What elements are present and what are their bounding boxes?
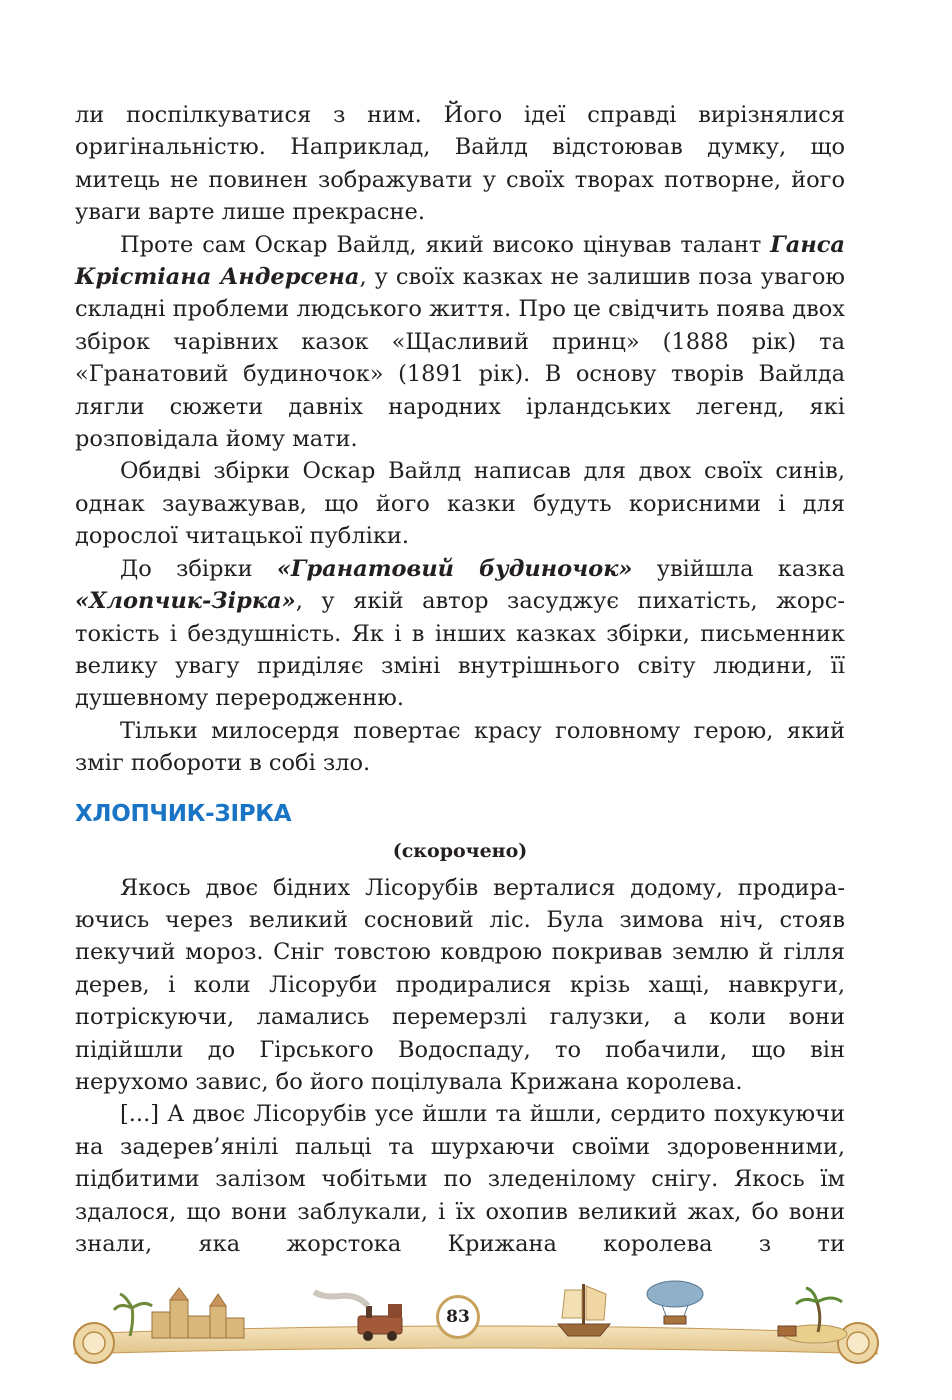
sailing-ship-icon — [558, 1284, 610, 1336]
airship-icon — [647, 1281, 703, 1324]
paragraph-pomegranate — [75, 553, 845, 715]
page-number-badge — [436, 1295, 480, 1339]
paragraph-text: , у своїх казках не залишив поза увагою складні проблеми людського життя. Про це свідчить поява двох збірок чарівних казок «Щасливий принц» (1888 рік) та «Гранатовий будиночок» (1891 рік). В основу творів Вайлда лягли сюжети давніх народних ірландських легенд, які розповідала йому мати. — [75, 264, 845, 453]
palm-tree-icon — [114, 1294, 152, 1336]
story-paragraph-2: [...] А двоє Лісорубів усе йшли та йшли, сердито похукуючи на задерев’янілі пальці та шурхаючи своїми здоровенними, підбитими залізом чобітьми по зледенілому снігу. Якось їм здалося, що вони заблукали, і їх охопив великий жах, бо вони знали, яка жорстока Крижана королева з ти — [75, 1101, 845, 1257]
tale-title: «Хлопчик-Зірка» — [75, 588, 296, 615]
paragraph-collections: Обидві збірки Оскар Вайлд написав для двох своїх синів, однак зауважував, що його казки будуть корисними і для дорослої читацької публіки. — [75, 458, 845, 550]
story-paragraph-1: Якось двоє бідних Лісорубів верталися додому, продираючись через великий сосновий ліс. Була зимова ніч, стояв пекучий мороз. Сніг товстою ковдрою покривав землю й гілля дерев, і коли Лісоруби продиралися крізь хащі, навкруги, потріскуючи, ламались перемерзлі галузки, а коли вони підійшли до Гірського Водоспаду, то побачили, що він нерухомо завис, бо його поцілувала Крижана королева. — [75, 874, 845, 1095]
paragraph-text: Проте сам Оскар Вайлд, який високо цінував талант — [120, 231, 771, 258]
left-scroll-icon — [74, 1323, 114, 1363]
page-number: 83 — [446, 1307, 470, 1327]
paragraph-text: , у якій автор засуджує пихатість, жорстокість і бездушність. Як і в інших казках збірки, письменник велику увагу приділяє зміні внутрішнього світу людини, її душевному переродженню. — [75, 588, 845, 712]
story-title: ХЛОПЧИК-ЗІРКА — [75, 800, 292, 827]
castle-icon — [152, 1288, 244, 1338]
paragraph-text: увійшла казка — [632, 555, 845, 582]
collection-title: «Гранатовий будиночок» — [276, 555, 633, 582]
paragraph-mercy: Тільки милосердя повертає красу головному герою, який зміг побороти в собі зло. — [75, 717, 845, 777]
andersen-name: Ганса Крістіана Андерсена — [75, 231, 845, 291]
page-body — [75, 99, 845, 1260]
island-icon — [778, 1288, 847, 1343]
story-subtitle: (скорочено) — [392, 839, 528, 862]
right-scroll-icon — [838, 1323, 878, 1363]
paragraph-continuation: ли поспілкуватися з ним. Його ідеї справді вирізнялися оригінальністю. Наприклад, Вайлд відстоював думку, що митець не повинен зображувати у своїх творах потворне, його уваги варте лише прекрасне. — [75, 102, 845, 226]
paragraph-wilde-andersen — [75, 229, 845, 456]
paragraph-text: До збірки — [120, 555, 277, 582]
